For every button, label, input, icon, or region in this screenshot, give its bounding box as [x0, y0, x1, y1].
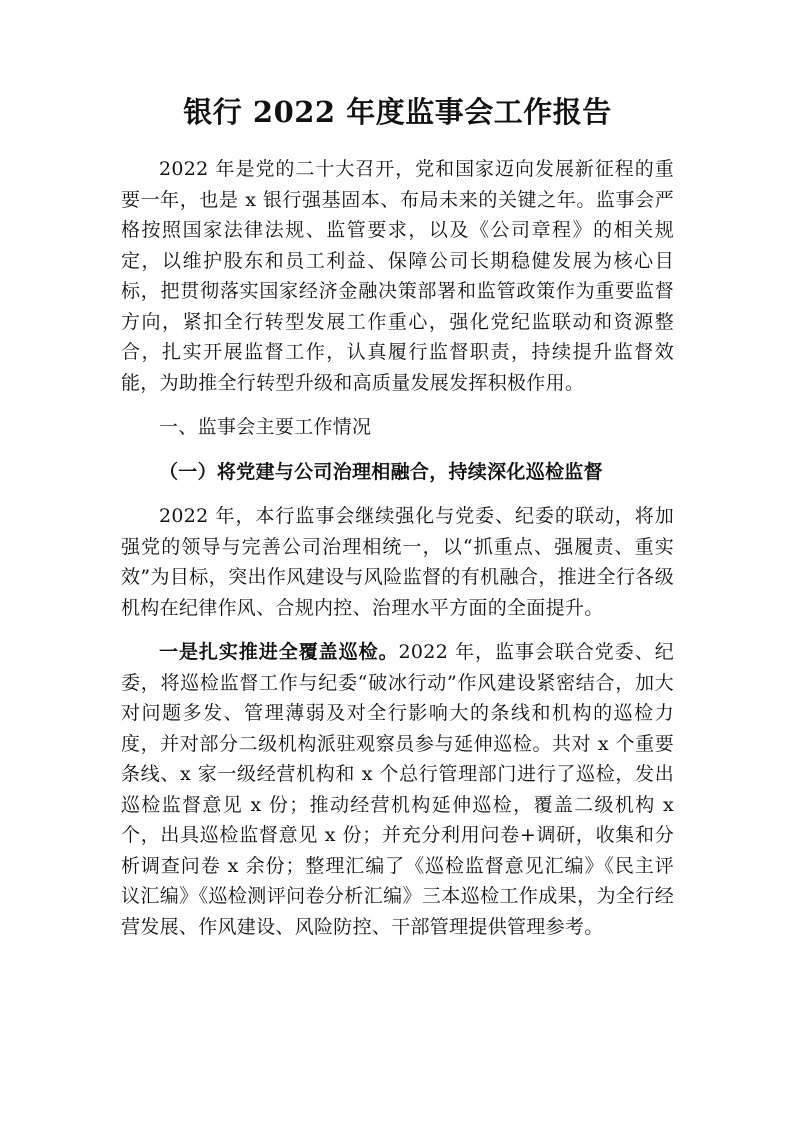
document-page [121, 92, 674, 942]
point-body-1: 2022 年，监事会联合党委、纪委，将巡检监督工作与纪委“破冰行动”作风建设紧密结合，加大对问题多发、管理薄弱及对全行影响大的条线和机构的巡检力度，并对部分二级机构派驻观察员参与延伸巡检。共对 x 个重要条线、x 家一级经营机构和 x 个总行管理部门进行了巡检，发出巡检监督意见 x 份；推动经营机构延伸巡检，覆盖二级机构 x 个，出具巡检监督意见 x 份；并充分利用问卷+调研，收集和分析调查问卷 x 余份；整理汇编了《巡检监督意见汇编》《民主评议汇编》《巡检测评问卷分析汇编》三本巡检工作成果，为全行经营发展、作风建设、风险防控、干部管理提供管理参考。 [121, 641, 674, 938]
point-paragraph-1 [121, 637, 674, 942]
subsection-heading-1: （一）将党建与公司治理相融合，持续深化巡检监督 [159, 460, 603, 483]
point-lead-1: 一是扎实推进全覆盖巡检。 [159, 641, 399, 663]
document-title: 银行 2022 年度监事会工作报告 [183, 95, 612, 129]
subsection-paragraph-1: 2022 年，本行监事会继续强化与党委、纪委的联动，将加强党的领导与完善公司治理相统一，以“抓重点、强履责、重实效”为目标，突出作风建设与风险监督的有机融合，推进全行各级机构在纪律作风、合规内控、治理水平方面的全面提升。 [121, 505, 674, 619]
section-heading-1: 一、监事会主要工作情况 [159, 416, 372, 438]
intro-paragraph: 2022 年是党的二十大召开，党和国家迈向发展新征程的重要一年，也是 x 银行强基固本、布局未来的关键之年。监事会严格按照国家法律法规、监管要求，以及《公司章程》的相关规定，以维护股东和员工利益、保障公司长期稳健发展为核心目标，把贯彻落实国家经济金融决策部署和监管政策作为重要监督方向，紧扣全行转型发展工作重心，强化党纪监联动和资源整合，扎实开展监督工作，认真履行监督职责，持续提升监督效能，为助推全行转型升级和高质量发展发挥积极作用。 [121, 158, 674, 394]
